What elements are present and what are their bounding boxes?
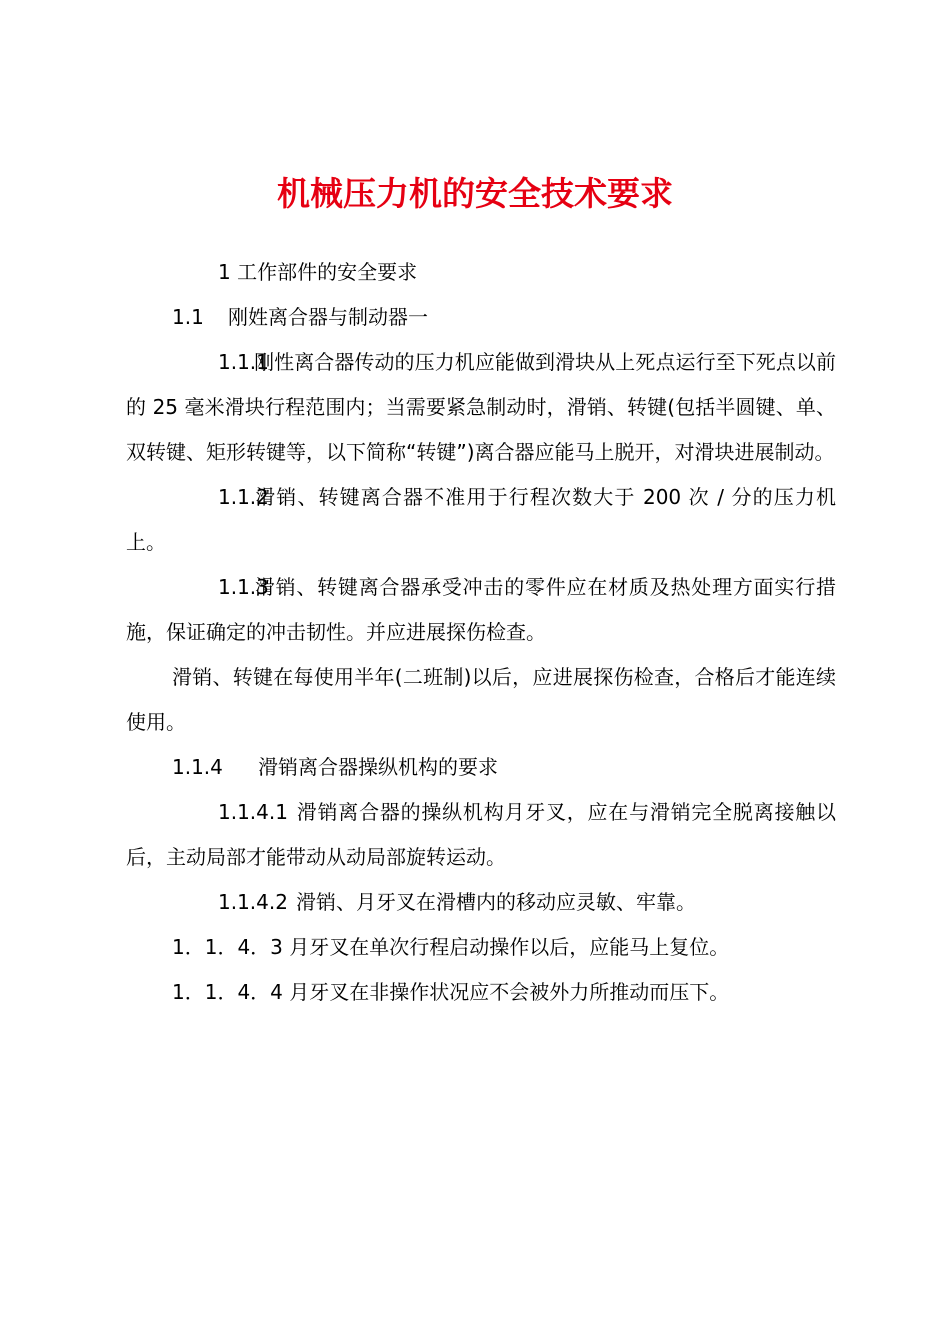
section-text: 工作部件的安全要求	[237, 260, 418, 284]
paragraph-subitem: 1．1．4．4 月牙叉在非操作状况应不会被外力所推动而压下。	[172, 980, 730, 1004]
subitem-number: 1.1.4.1	[218, 800, 288, 824]
item-number: 1.1.1	[218, 350, 269, 374]
subsection-heading	[126, 295, 836, 340]
subsection-number: 1.1	[172, 305, 204, 329]
paragraph-item	[126, 340, 836, 475]
item-text: 滑销离合器操纵机构的要求	[258, 755, 498, 779]
subsection-text: 刚姓离合器与制动器一	[228, 305, 428, 329]
section-heading	[126, 250, 836, 295]
paragraph-subitem	[126, 790, 836, 880]
subitem-text: 滑销离合器的操纵机构月牙叉，应在与滑销完全脱离接触以后，主动局部才能带动从动局部旋转运动。	[126, 800, 836, 869]
item-number: 1.1.3	[218, 575, 269, 599]
item-text: 滑销、转键离合器承受冲击的零件应在材质及热处理方面实行措施，保证确定的冲击韧性。并应进展探伤检查。	[126, 575, 836, 644]
paragraph-note: 滑销、转键在每使用半年(二班制)以后，应进展探伤检查，合格后才能连续使用。	[126, 665, 836, 734]
paragraph-subitem	[126, 880, 836, 925]
paragraph-item	[126, 475, 836, 565]
document-title: 机械压力机的安全技术要求	[277, 174, 673, 213]
item-text: 滑销、转键离合器不准用于行程次数大于 200 次 / 分的压力机上。	[126, 485, 836, 554]
item-text: 刚性离合器传动的压力机应能做到滑块从上死点运行至下死点以前的 25 毫米滑块行程范围内；当需要紧急制动时，滑销、转键(包括半圆键、单、双转键、矩形转键等，以下简称“转键”)离合器应能马上脱开，对滑块进展制动。	[126, 350, 836, 464]
subitem-number: 1.1.4.2	[218, 890, 288, 914]
paragraph-item	[126, 565, 836, 655]
item-number: 1.1.2	[218, 485, 269, 509]
paragraph-item-heading	[126, 745, 836, 790]
section-number: 1	[218, 260, 231, 284]
paragraph-subitem: 1．1．4．3 月牙叉在单次行程启动操作以后，应能马上复位。	[172, 935, 730, 959]
document-body	[126, 250, 836, 1015]
subitem-text: 滑销、月牙叉在滑槽内的移动应灵敏、牢靠。	[296, 890, 696, 914]
item-number: 1.1.4	[172, 755, 223, 779]
